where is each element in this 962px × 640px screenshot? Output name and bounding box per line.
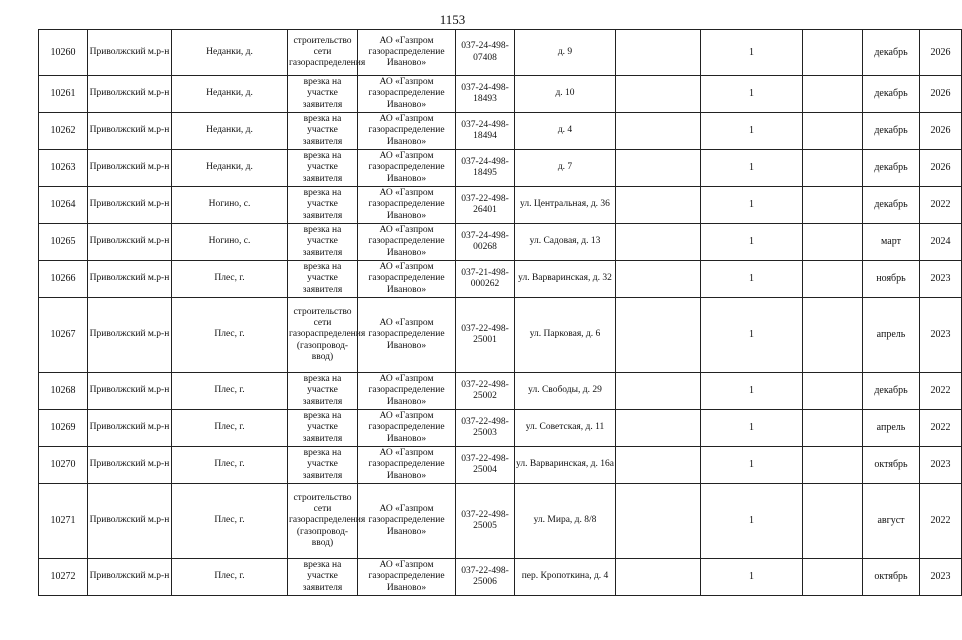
locality-cell: Ногино, с. [172, 224, 288, 261]
count-cell: 1 [701, 30, 803, 76]
table-row [39, 113, 962, 150]
empty-cell [616, 30, 701, 76]
row-number: 10262 [39, 113, 88, 150]
application-code-cell: 037-24-498-07408 [456, 30, 515, 76]
application-code-cell: 037-22-498-25001 [456, 298, 515, 373]
row-number: 10263 [39, 150, 88, 187]
work-type-cell: строительство сети газораспределения [288, 30, 358, 76]
empty-cell [803, 373, 863, 410]
month-cell: октябрь [863, 447, 920, 484]
count-cell: 1 [701, 224, 803, 261]
empty-cell [616, 559, 701, 596]
empty-cell [616, 150, 701, 187]
count-cell: 1 [701, 447, 803, 484]
district-cell: Приволжский м.р-н [88, 150, 172, 187]
district-cell: Приволжский м.р-н [88, 298, 172, 373]
locality-cell: Ногино, с. [172, 187, 288, 224]
table-row [39, 298, 962, 373]
table-row [39, 187, 962, 224]
organization-cell: АО «Газпром газораспределение Иваново» [358, 298, 456, 373]
work-type-cell: врезка на участке заявителя [288, 187, 358, 224]
locality-cell: Неданки, д. [172, 76, 288, 113]
table-body [39, 30, 962, 596]
row-number: 10261 [39, 76, 88, 113]
empty-cell [616, 113, 701, 150]
table-row [39, 76, 962, 113]
year-cell: 2024 [920, 224, 962, 261]
organization-cell: АО «Газпром газораспределение Иваново» [358, 30, 456, 76]
locality-cell: Плес, г. [172, 261, 288, 298]
district-cell: Приволжский м.р-н [88, 30, 172, 76]
work-type-cell: врезка на участке заявителя [288, 150, 358, 187]
row-number: 10268 [39, 373, 88, 410]
empty-cell [803, 30, 863, 76]
month-cell: декабрь [863, 30, 920, 76]
work-type-cell: строительство сети газораспределения (газопровод-ввод) [288, 484, 358, 559]
empty-cell [616, 447, 701, 484]
year-cell: 2023 [920, 298, 962, 373]
organization-cell: АО «Газпром газораспределение Иваново» [358, 113, 456, 150]
table-row [39, 224, 962, 261]
locality-cell: Плес, г. [172, 373, 288, 410]
empty-cell [616, 298, 701, 373]
count-cell: 1 [701, 113, 803, 150]
row-number: 10267 [39, 298, 88, 373]
count-cell: 1 [701, 559, 803, 596]
month-cell: ноябрь [863, 261, 920, 298]
organization-cell: АО «Газпром газораспределение Иваново» [358, 76, 456, 113]
gasification-table [38, 29, 962, 596]
locality-cell: Неданки, д. [172, 30, 288, 76]
locality-cell: Неданки, д. [172, 150, 288, 187]
address-cell: пер. Кропоткина, д. 4 [515, 559, 616, 596]
table-row [39, 150, 962, 187]
district-cell: Приволжский м.р-н [88, 447, 172, 484]
address-cell: ул. Парковая, д. 6 [515, 298, 616, 373]
locality-cell: Плес, г. [172, 484, 288, 559]
work-type-cell: врезка на участке заявителя [288, 410, 358, 447]
district-cell: Приволжский м.р-н [88, 373, 172, 410]
empty-cell [803, 224, 863, 261]
table-row [39, 484, 962, 559]
organization-cell: АО «Газпром газораспределение Иваново» [358, 484, 456, 559]
count-cell: 1 [701, 484, 803, 559]
row-number: 10272 [39, 559, 88, 596]
organization-cell: АО «Газпром газораспределение Иваново» [358, 150, 456, 187]
application-code-cell: 037-22-498-25002 [456, 373, 515, 410]
locality-cell: Неданки, д. [172, 113, 288, 150]
empty-cell [803, 447, 863, 484]
count-cell: 1 [701, 261, 803, 298]
application-code-cell: 037-22-498-25003 [456, 410, 515, 447]
month-cell: октябрь [863, 559, 920, 596]
month-cell: март [863, 224, 920, 261]
work-type-cell: врезка на участке заявителя [288, 261, 358, 298]
month-cell: декабрь [863, 150, 920, 187]
empty-cell [803, 298, 863, 373]
organization-cell: АО «Газпром газораспределение Иваново» [358, 559, 456, 596]
organization-cell: АО «Газпром газораспределение Иваново» [358, 410, 456, 447]
empty-cell [803, 261, 863, 298]
row-number: 10264 [39, 187, 88, 224]
year-cell: 2022 [920, 484, 962, 559]
count-cell: 1 [701, 76, 803, 113]
work-type-cell: врезка на участке заявителя [288, 224, 358, 261]
month-cell: декабрь [863, 76, 920, 113]
work-type-cell: врезка на участке заявителя [288, 559, 358, 596]
empty-cell [803, 484, 863, 559]
page-number: 1153 [439, 12, 466, 27]
locality-cell: Плес, г. [172, 559, 288, 596]
month-cell: декабрь [863, 373, 920, 410]
work-type-cell: врезка на участке заявителя [288, 113, 358, 150]
count-cell: 1 [701, 298, 803, 373]
row-number: 10260 [39, 30, 88, 76]
row-number: 10269 [39, 410, 88, 447]
district-cell: Приволжский м.р-н [88, 224, 172, 261]
work-type-cell: строительство сети газораспределения (газопровод-ввод) [288, 298, 358, 373]
empty-cell [803, 150, 863, 187]
district-cell: Приволжский м.р-н [88, 113, 172, 150]
organization-cell: АО «Газпром газораспределение Иваново» [358, 373, 456, 410]
year-cell: 2026 [920, 113, 962, 150]
year-cell: 2026 [920, 76, 962, 113]
year-cell: 2022 [920, 410, 962, 447]
district-cell: Приволжский м.р-н [88, 484, 172, 559]
month-cell: август [863, 484, 920, 559]
year-cell: 2022 [920, 373, 962, 410]
organization-cell: АО «Газпром газораспределение Иваново» [358, 261, 456, 298]
address-cell: ул. Варваринская, д. 32 [515, 261, 616, 298]
empty-cell [803, 113, 863, 150]
count-cell: 1 [701, 410, 803, 447]
row-number: 10271 [39, 484, 88, 559]
address-cell: д. 10 [515, 76, 616, 113]
month-cell: декабрь [863, 113, 920, 150]
work-type-cell: врезка на участке заявителя [288, 447, 358, 484]
application-code-cell: 037-21-498-000262 [456, 261, 515, 298]
count-cell: 1 [701, 150, 803, 187]
month-cell: апрель [863, 298, 920, 373]
empty-cell [803, 410, 863, 447]
year-cell: 2022 [920, 187, 962, 224]
address-cell: ул. Свободы, д. 29 [515, 373, 616, 410]
district-cell: Приволжский м.р-н [88, 261, 172, 298]
address-cell: д. 9 [515, 30, 616, 76]
locality-cell: Плес, г. [172, 298, 288, 373]
organization-cell: АО «Газпром газораспределение Иваново» [358, 447, 456, 484]
year-cell: 2026 [920, 150, 962, 187]
row-number: 10266 [39, 261, 88, 298]
empty-cell [616, 187, 701, 224]
work-type-cell: врезка на участке заявителя [288, 373, 358, 410]
empty-cell [616, 373, 701, 410]
address-cell: ул. Советская, д. 11 [515, 410, 616, 447]
work-type-cell: врезка на участке заявителя [288, 76, 358, 113]
table-row [39, 447, 962, 484]
application-code-cell: 037-22-498-26401 [456, 187, 515, 224]
table-row [39, 261, 962, 298]
empty-cell [803, 76, 863, 113]
table-row [39, 373, 962, 410]
address-cell: д. 4 [515, 113, 616, 150]
month-cell: декабрь [863, 187, 920, 224]
application-code-cell: 037-24-498-18493 [456, 76, 515, 113]
district-cell: Приволжский м.р-н [88, 76, 172, 113]
month-cell: апрель [863, 410, 920, 447]
count-cell: 1 [701, 187, 803, 224]
application-code-cell: 037-24-498-00268 [456, 224, 515, 261]
application-code-cell: 037-22-498-25006 [456, 559, 515, 596]
year-cell: 2026 [920, 30, 962, 76]
empty-cell [616, 224, 701, 261]
empty-cell [616, 410, 701, 447]
application-code-cell: 037-24-498-18494 [456, 113, 515, 150]
district-cell: Приволжский м.р-н [88, 187, 172, 224]
organization-cell: АО «Газпром газораспределение Иваново» [358, 224, 456, 261]
table-row [39, 30, 962, 76]
table-row [39, 559, 962, 596]
empty-cell [616, 484, 701, 559]
year-cell: 2023 [920, 261, 962, 298]
empty-cell [616, 261, 701, 298]
address-cell: д. 7 [515, 150, 616, 187]
organization-cell: АО «Газпром газораспределение Иваново» [358, 187, 456, 224]
application-code-cell: 037-24-498-18495 [456, 150, 515, 187]
count-cell: 1 [701, 373, 803, 410]
empty-cell [616, 76, 701, 113]
application-code-cell: 037-22-498-25005 [456, 484, 515, 559]
address-cell: ул. Мира, д. 8/8 [515, 484, 616, 559]
row-number: 10265 [39, 224, 88, 261]
row-number: 10270 [39, 447, 88, 484]
year-cell: 2023 [920, 447, 962, 484]
table-row [39, 410, 962, 447]
empty-cell [803, 187, 863, 224]
year-cell: 2023 [920, 559, 962, 596]
locality-cell: Плес, г. [172, 447, 288, 484]
address-cell: ул. Центральная, д. 36 [515, 187, 616, 224]
district-cell: Приволжский м.р-н [88, 410, 172, 447]
district-cell: Приволжский м.р-н [88, 559, 172, 596]
empty-cell [803, 559, 863, 596]
application-code-cell: 037-22-498-25004 [456, 447, 515, 484]
locality-cell: Плес, г. [172, 410, 288, 447]
address-cell: ул. Садовая, д. 13 [515, 224, 616, 261]
address-cell: ул. Варваринская, д. 16а [515, 447, 616, 484]
